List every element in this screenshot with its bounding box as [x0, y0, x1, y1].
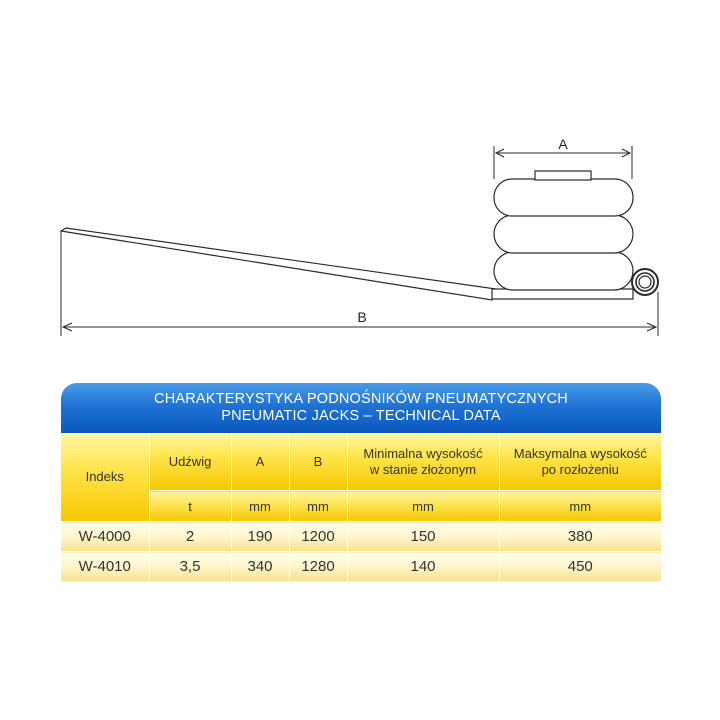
cell-max-height: 450 — [499, 552, 661, 582]
dimension-b-label: B — [357, 309, 367, 325]
cell-a: 340 — [231, 552, 289, 582]
unit-a: mm — [231, 491, 289, 522]
table-row — [61, 552, 661, 582]
jack-handle — [61, 228, 496, 300]
min-height-line1: Minimalna wysokość — [363, 445, 483, 461]
max-height-line1: Maksymalna wysokość — [513, 445, 647, 461]
cell-b: 1200 — [289, 522, 347, 552]
cell-min-height: 140 — [347, 552, 499, 582]
unit-b: mm — [289, 491, 347, 522]
cell-b: 1280 — [289, 552, 347, 582]
table-row — [61, 522, 661, 552]
col-header-a: A — [231, 433, 289, 491]
col-header-capacity: Udźwig — [149, 433, 231, 491]
cell-index: W-4010 — [61, 552, 149, 582]
bellow-top — [494, 179, 633, 216]
dimension-a-label: A — [558, 136, 568, 152]
table-title-pl: CHARAKTERYSTYKA PODNOŚNIKÓW PNEUMATYCZNYCH — [154, 391, 568, 407]
table-title — [61, 383, 661, 433]
cell-a: 190 — [231, 522, 289, 552]
unit-capacity: t — [149, 491, 231, 522]
cell-min-height: 150 — [347, 522, 499, 552]
col-header-max-height — [499, 433, 661, 491]
col-header-b: B — [289, 433, 347, 491]
unit-max-height: mm — [499, 491, 661, 522]
col-header-index: Indeks — [61, 433, 149, 522]
max-height-line2: po rozłożeniu — [541, 461, 619, 477]
table-title-en: PNEUMATIC JACKS – TECHNICAL DATA — [221, 408, 501, 424]
col-header-min-height — [347, 433, 499, 491]
unit-min-height: mm — [347, 491, 499, 522]
spec-table — [61, 383, 661, 582]
cell-index: W-4000 — [61, 522, 149, 552]
header-row — [61, 433, 661, 491]
cell-capacity: 3,5 — [149, 552, 231, 582]
bellow-middle — [494, 215, 633, 253]
cell-max-height: 380 — [499, 522, 661, 552]
jack-top-cap — [535, 171, 591, 180]
min-height-line2: w stanie złożonym — [369, 461, 477, 477]
units-row — [61, 491, 661, 522]
spec-grid — [61, 433, 661, 582]
cell-capacity: 2 — [149, 522, 231, 552]
bellow-bottom — [494, 252, 633, 290]
